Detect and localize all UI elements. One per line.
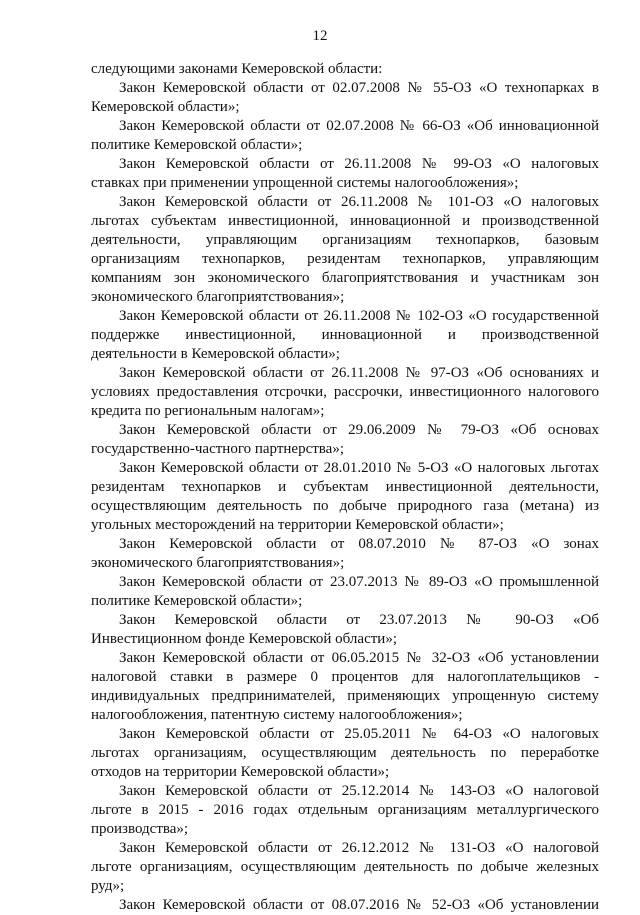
text-line: политике Кемеровской области»; [91,593,303,609]
text-line: льготах субъектам инвестиционной, инновационной и производственной [91,213,599,229]
text-line: Закон Кемеровской области от 25.12.2014 № 143-ОЗ «О налоговой [119,783,599,799]
text-line: руд»; [91,878,125,894]
law-paragraph [91,421,599,459]
text-line: производства»; [91,821,189,837]
text-line: Закон Кемеровской области от 26.11.2008 № 102-ОЗ «О государственной [119,308,599,324]
law-paragraph [91,60,599,79]
law-paragraph [91,364,599,421]
text-line: осуществляющим деятельность по добыче природного газа (метана) из [91,498,599,514]
text-line: кредита по региональным налогам»; [91,403,325,419]
law-paragraph [91,155,599,193]
text-line: организациям технопарков, резидентам технопарков, управляющим [91,251,599,267]
text-line: Закон Кемеровской области от 08.07.2016 № 52-ОЗ «Об установлении [119,897,599,913]
law-paragraph [91,535,599,573]
text-line: Закон Кемеровской области от 26.11.2008 № 101-ОЗ «О налоговых [119,194,599,210]
law-paragraph [91,896,599,915]
law-paragraph [91,193,599,307]
text-line: компаниям зон экономического благоприятствования и участникам зон [91,270,599,286]
text-line: Закон Кемеровской области от 29.06.2009 № 79-ОЗ «Об основах [119,422,599,438]
law-paragraph [91,459,599,535]
text-line: Закон Кемеровской области от 23.07.2013 № 89-ОЗ «О промышленной [119,574,599,590]
page-number: 12 [312,28,328,44]
text-line: Закон Кемеровской области от 25.05.2011 № 64-ОЗ «О налоговых [119,726,599,742]
text-line: Закон Кемеровской области от 23.07.2013 № 90-ОЗ «Об [119,612,599,628]
law-paragraph [91,307,599,364]
text-line: деятельности в Кемеровской области»; [91,346,340,362]
text-line: государственно-частного партнерства»; [91,441,344,457]
text-line: Кемеровской области»; [91,99,240,115]
law-paragraph [91,79,599,117]
text-line: экономического благоприятствования»; [91,555,345,571]
text-line: льготах организациям, осуществляющим деятельность по переработке [91,745,599,761]
text-line: индивидуальных предпринимателей, применяющих упрощенную систему [91,688,599,704]
law-paragraph [91,725,599,782]
text-line: деятельности, управляющим организациям технопарков, базовым [91,232,599,248]
law-paragraph [91,649,599,725]
document-body [91,60,599,915]
text-line: экономического благоприятствования»; [91,289,345,305]
text-line: Закон Кемеровской области от 06.05.2015 № 32-ОЗ «Об установлении [119,650,599,666]
text-line: ставках при применении упрощенной системы налогообложения»; [91,175,519,191]
text-line: Закон Кемеровской области от 26.12.2012 № 131-ОЗ «О налоговой [119,840,599,856]
law-paragraph [91,611,599,649]
text-line: Закон Кемеровской области от 28.01.2010 № 5-ОЗ «О налоговых льготах [119,460,599,476]
text-line: поддержке инвестиционной, инновационной и производственной [91,327,599,343]
text-line: следующими законами Кемеровской области: [91,61,383,77]
text-line: Закон Кемеровской области от 02.07.2008 № 55-ОЗ «О технопарках в [119,80,599,96]
law-paragraph [91,573,599,611]
text-line: политике Кемеровской области»; [91,137,303,153]
text-line: Закон Кемеровской области от 02.07.2008 № 66-ОЗ «Об инновационной [119,118,599,134]
text-line: налогообложения, патентную систему налогообложения»; [91,707,463,723]
text-line: Закон Кемеровской области от 08.07.2010 № 87-ОЗ «О зонах [119,536,599,552]
text-line: условиях предоставления отсрочки, рассрочки, инвестиционного налогового [91,384,599,400]
text-line: Инвестиционном фонде Кемеровской области»; [91,631,397,647]
text-line: Закон Кемеровской области от 26.11.2008 № 99-ОЗ «О налоговых [119,156,599,172]
text-line: отходов на территории Кемеровской области»; [91,764,390,780]
text-line: резидентам технопарков и субъектам инвестиционной деятельности, [91,479,599,495]
law-paragraph [91,782,599,839]
text-line: льготе в 2015 - 2016 годах отдельным организациям металлургического [91,802,599,818]
text-line: угольных месторождений на территории Кемеровской области»; [91,517,504,533]
law-paragraph [91,839,599,896]
text-line: налоговой ставки в размере 0 процентов для налогоплательщиков - [91,669,599,685]
text-line: Закон Кемеровской области от 26.11.2008 № 97-ОЗ «Об основаниях и [119,365,599,381]
law-paragraph [91,117,599,155]
text-line: льготе организациям, осуществляющим деятельность по добыче железных [91,859,599,875]
